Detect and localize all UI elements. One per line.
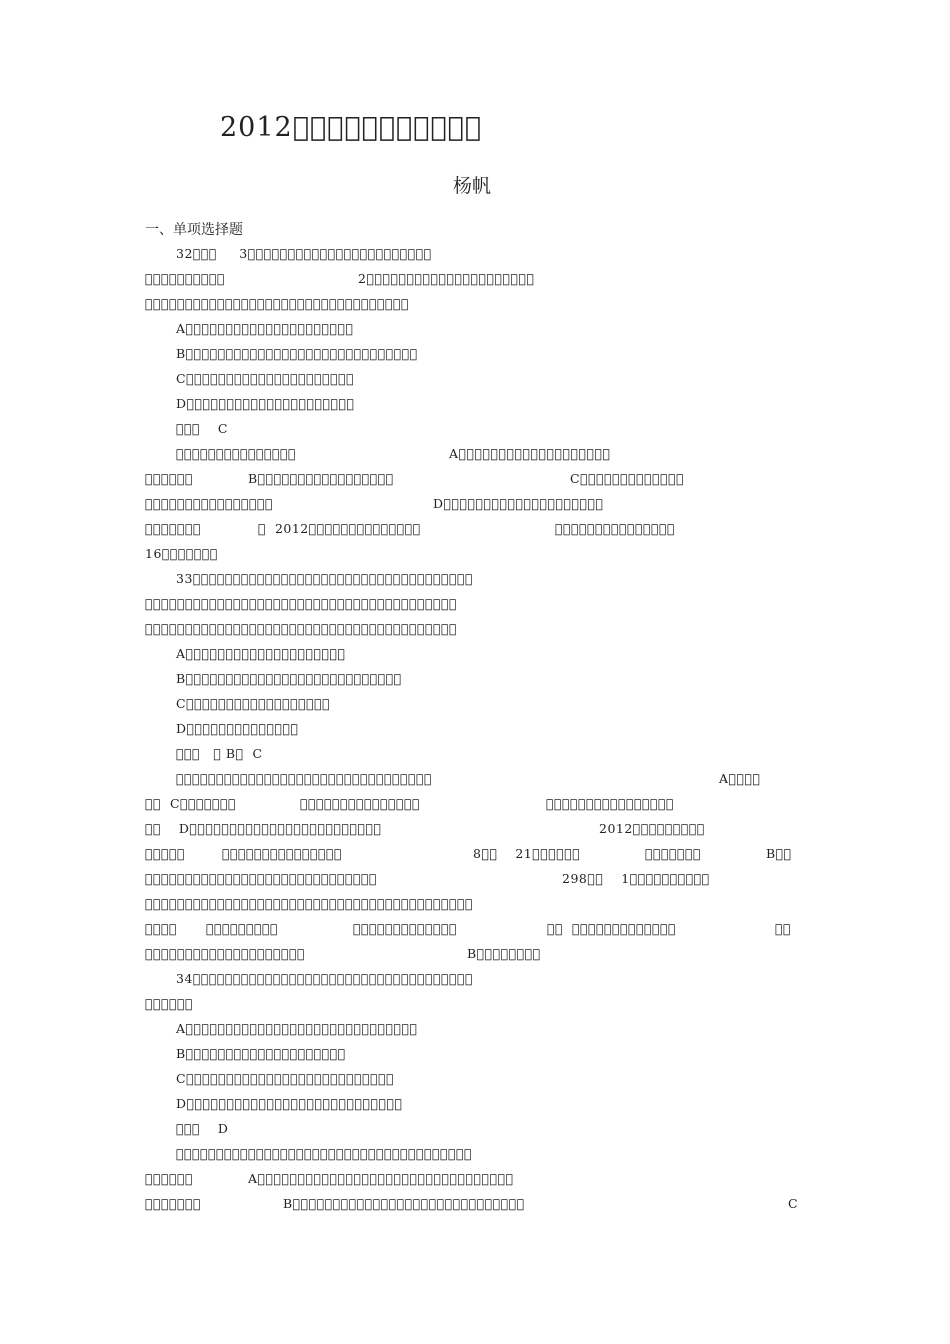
text-line: D                      (176, 396, 355, 411)
text-line:      (145, 921, 178, 936)
text-line: B         (467, 946, 541, 961)
text-line:       B  C (176, 746, 263, 761)
text-line: D               (176, 721, 299, 736)
author-name: 杨帆 (453, 175, 492, 197)
text-line: 8   21       (473, 846, 581, 861)
text-line: B                  (248, 471, 394, 486)
text-line: 2                      (358, 271, 535, 286)
text-line:                                         (145, 621, 458, 636)
text-line:                  (547, 921, 676, 936)
text-line:     C (176, 421, 228, 436)
text-line:                 (176, 446, 297, 461)
document-title: 2012            (220, 112, 482, 143)
text-line: C (788, 1196, 799, 1211)
text-line:                  (546, 796, 675, 811)
text-line: B   (766, 846, 792, 861)
text-line: 2012          (599, 821, 705, 836)
text-line:         (645, 846, 702, 861)
text-line:         (145, 521, 202, 536)
text-line: A                      (176, 321, 354, 336)
text-line: C              (570, 471, 685, 486)
text-line:                 (300, 796, 421, 811)
text-line: 32    3                        (176, 246, 432, 261)
text-line:           (206, 921, 279, 936)
text-line:                      (145, 946, 306, 961)
text-line: A     (719, 771, 761, 786)
text-line: A                              (176, 1021, 418, 1036)
text-line: A                     (176, 646, 346, 661)
text-line:    (775, 921, 792, 936)
text-line: 33                                    (176, 571, 473, 586)
text-line: C                   (176, 696, 331, 711)
text-line:                 (222, 846, 343, 861)
text-line:                                   (145, 296, 410, 311)
text-line:    C        (145, 796, 237, 811)
text-line: A                                 (248, 1171, 514, 1186)
section-heading: 一、单项选择题 (145, 222, 243, 238)
text-line:                                           (145, 896, 474, 911)
text-line:               (353, 921, 458, 936)
text-line:       (145, 846, 186, 861)
text-line:     D (176, 1121, 229, 1136)
text-line:                                  (176, 771, 433, 786)
text-line: 298   1           (562, 871, 710, 886)
text-line:                  (145, 496, 274, 511)
text-line: B                            (176, 671, 402, 686)
text-line:        (145, 996, 194, 1011)
text-line:        (145, 1171, 194, 1186)
text-line:                 (555, 521, 676, 536)
text-line: D                     (433, 496, 604, 511)
text-line:   2012               (258, 521, 421, 536)
text-line:                                       (176, 1146, 473, 1161)
text-line:                               (145, 871, 378, 886)
text-line: 16        (145, 546, 218, 561)
text-line: D                            (176, 1096, 403, 1111)
text-line: C                      (176, 371, 355, 386)
text-line: C                           (176, 1071, 395, 1086)
text-line:    D                         (145, 821, 382, 836)
text-line:            (145, 271, 226, 286)
text-line:        (145, 471, 194, 486)
text-line: 34                                    (176, 971, 473, 986)
text-line:                                         (145, 596, 458, 611)
text-line: B                     (176, 1046, 346, 1061)
text-line: B                              (176, 346, 418, 361)
text-line: B                              (283, 1196, 525, 1211)
text-line:         (145, 1196, 202, 1211)
text-line: A                    (449, 446, 611, 461)
